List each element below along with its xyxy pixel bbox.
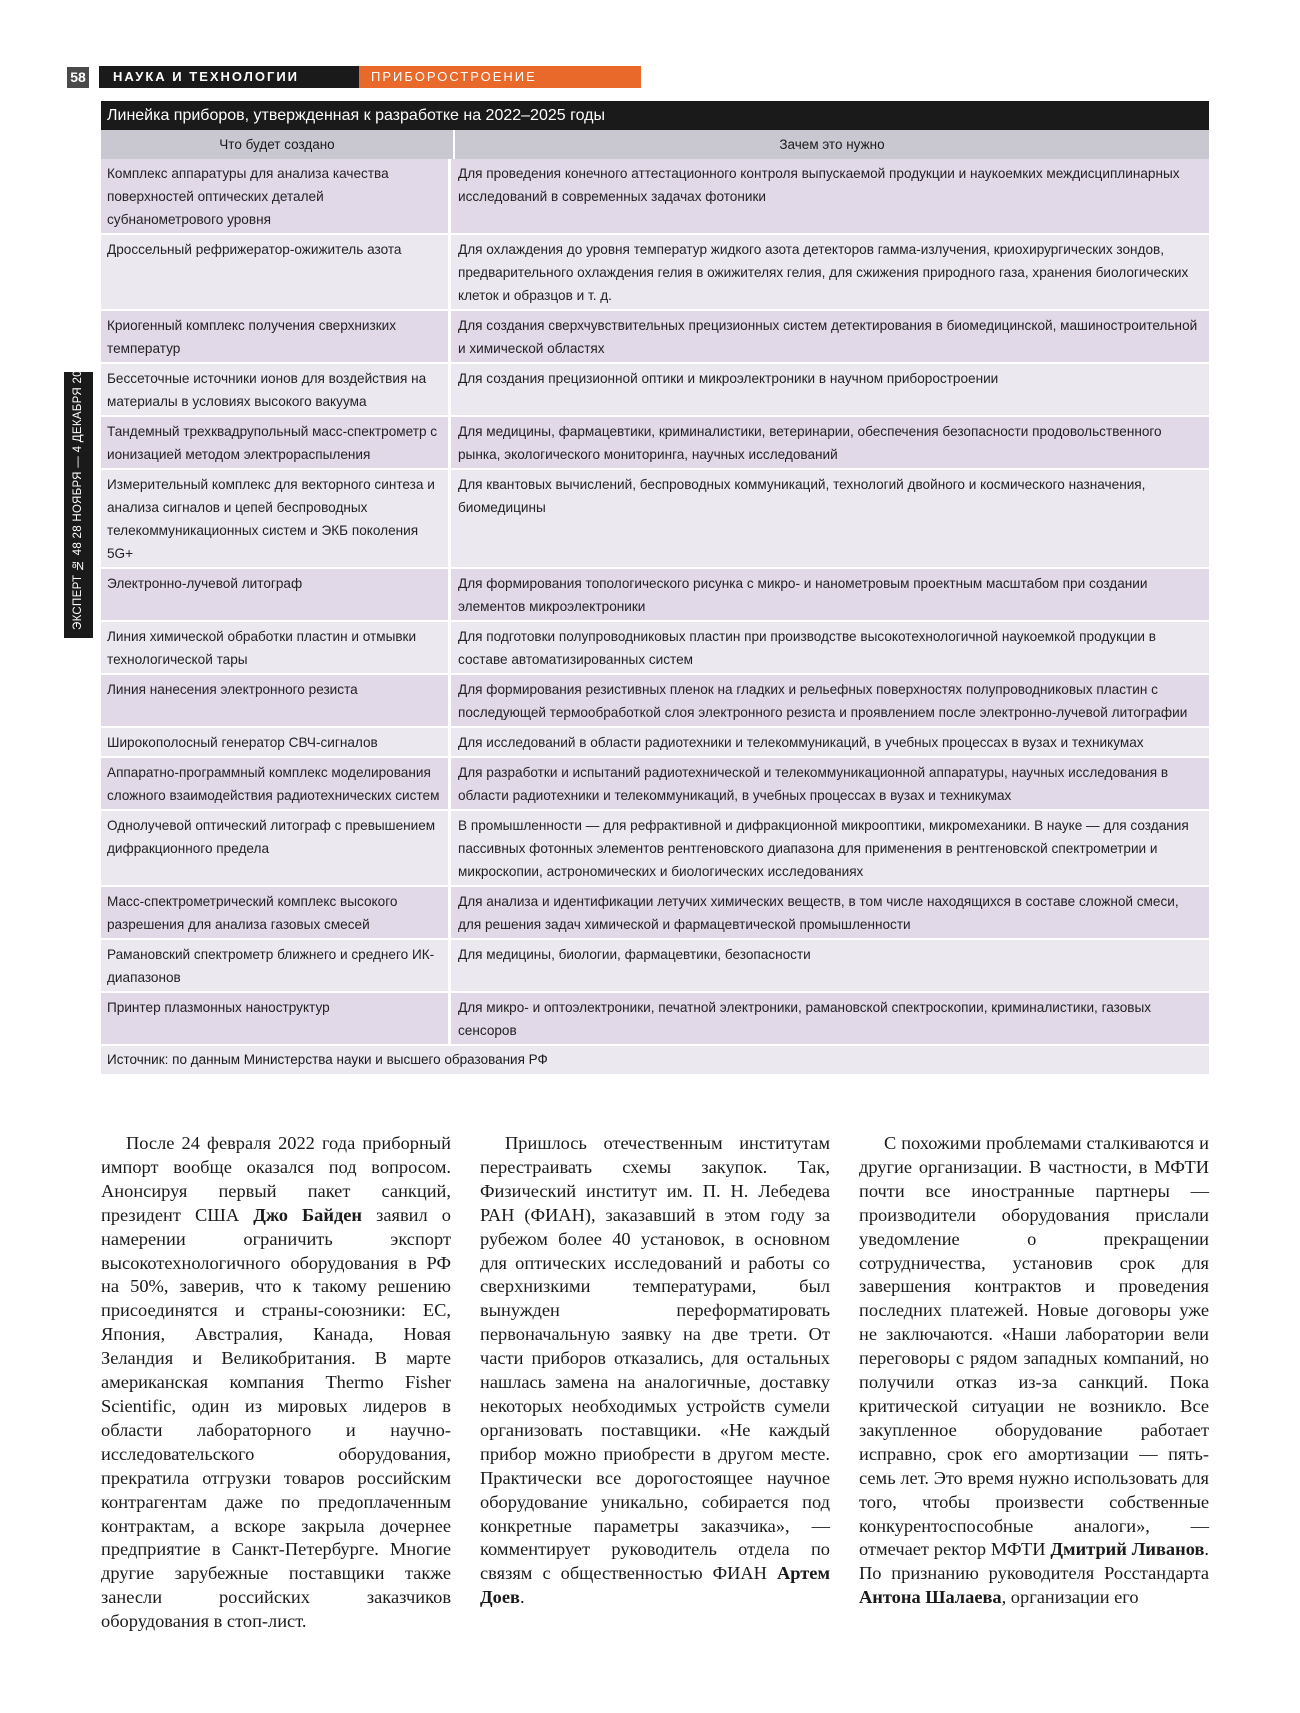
- rubric-title: ПРИБОРОСТРОЕНИЕ: [359, 66, 641, 88]
- table-row: [101, 809, 1209, 885]
- cell-why: Для микро- и оптоэлектроники, печатной электроники, рамановской спектроскопии, криминалистики, газовых сенсоров: [458, 1000, 1152, 1038]
- instruments-table: [101, 101, 1209, 1074]
- text-run: Пришлось отечественным институтам перестраивать схемы закупок. Так, Физический институт им. П. Н. Лебедева РАН (ФИАН), заказавший в этом году за рубежом более 40 установок, в основном для оптических исследований и работы со сверхнизкими температурами, был вынужден переформатировать первоначальную заявку на две трети. От части приборов отказались, для остальных нашлась замена на аналогичные, доставку некоторых необходимых устройств сумели организовать поставщики. «Не каждый прибор можно приобрести в другом месте. Практически все дорогостоящее научное оборудование уникально, собирается под конкретные параметры заказчика», — комментирует руководитель отдела по связям с общественностью ФИАН: [480, 1133, 830, 1584]
- cell-why: Для исследований в области радиотехники и телекоммуникаций, в учебных процессах в вузах и техникумах: [458, 735, 1144, 750]
- table-row: [101, 673, 1209, 726]
- table-row: [101, 468, 1209, 567]
- person-name: Джо Байден: [253, 1204, 363, 1225]
- article-body: [101, 1132, 1209, 1692]
- issue-label: ЭКСПЕРТ № 48 28 НОЯБРЯ — 4 ДЕКАБРЯ 2022: [64, 372, 93, 638]
- article-column-3: [859, 1132, 1209, 1692]
- cell-what: Комплекс аппаратуры для анализа качества поверхностей оптических деталей субнанометрового уровня: [101, 159, 451, 233]
- section-title: НАУКА И ТЕХНОЛОГИИ: [99, 66, 359, 88]
- cell-what: Масс-спектрометрический комплекс высокого разрешения для анализа газовых смесей: [101, 887, 451, 938]
- article-column-1: [101, 1132, 451, 1692]
- person-name: Дмитрий Ливанов: [1050, 1539, 1205, 1560]
- cell-what: Линия химической обработки пластин и отмывки технологической тары: [101, 622, 451, 673]
- cell-why: Для формирования резистивных пленок на гладких и рельефных поверхностях полупроводниковых пластин с последующей термообработкой слоя электронного резиста и проявлением после электронно-лучевой литографии: [458, 682, 1188, 720]
- cell-what: Электронно-лучевой литограф: [101, 569, 451, 620]
- cell-why: Для подготовки полупроводниковых пластин при производстве высокотехнологичной наукоемкой продукции в составе автоматизированных систем: [458, 629, 1157, 667]
- cell-what: Тандемный трехквадрупольный масс-спектрометр с ионизацией методом электрораспыления: [101, 417, 451, 468]
- table-row: [101, 756, 1209, 809]
- cell-what: Однолучевой оптический литограф с превышением дифракционного предела: [101, 811, 451, 885]
- cell-what: Рамановский спектрометр ближнего и среднего ИК-диапазонов: [101, 940, 451, 991]
- cell-what: Аппаратно-программный комплекс моделирования сложного взаимодействия радиотехнических систем: [101, 758, 451, 809]
- article-paragraph: [859, 1132, 1209, 1610]
- text-run: , организации его: [1001, 1587, 1139, 1608]
- cell-why: Для создания сверхчувствительных прецизионных систем детектирования в биомедицинской, машиностроительной и химической областях: [458, 318, 1198, 356]
- table-body: [101, 159, 1209, 1044]
- table-row: [101, 415, 1209, 468]
- person-name: Артем Доев: [480, 1563, 830, 1608]
- cell-why: Для проведения конечного аттестационного контроля выпускаемой продукции и наукоемких междисциплинарных исследований в современных задачах фотоники: [458, 166, 1180, 204]
- table-source: Источник: по данным Министерства науки и высшего образования РФ: [101, 1044, 1209, 1074]
- cell-what: Принтер плазмонных наноструктур: [101, 993, 451, 1044]
- table-row: [101, 309, 1209, 362]
- cell-why: Для создания прецизионной оптики и микроэлектроники в научном приборостроении: [458, 371, 999, 386]
- table-row: [101, 938, 1209, 991]
- table-row: [101, 991, 1209, 1044]
- article-paragraph: [101, 1132, 451, 1634]
- person-name: Антона Шалаева: [859, 1587, 1002, 1608]
- table-row: [101, 159, 1209, 233]
- cell-why: Для охлаждения до уровня температур жидкого азота детекторов гамма-излучения, криохирургических зондов, предварительного охлаждения гелия в ожижителях гелия, для сжижения природного газа, хранения биологических клеток и образцов и т. д.: [458, 242, 1189, 303]
- cell-what: Криогенный комплекс получения сверхнизких температур: [101, 311, 451, 362]
- table-row: [101, 233, 1209, 309]
- table-row: [101, 885, 1209, 938]
- page-number: 58: [67, 67, 89, 88]
- cell-what: Линия нанесения электронного резиста: [101, 675, 451, 726]
- cell-why: Для медицины, фармацевтики, криминалистики, ветеринарии, обеспечения безопасности продовольственного рынка, экологического мониторинга, научных исследований: [458, 424, 1162, 462]
- table-row: [101, 362, 1209, 415]
- cell-what: Дроссельный рефрижератор-ожижитель азота: [101, 235, 451, 309]
- table-row: [101, 567, 1209, 620]
- text-run: С похожими проблемами сталкиваются и другие организации. В частности, в МФТИ почти все иностранные партнеры — производители оборудования прислали уведомление о прекращении сотрудничества, установив срок для завершения контрактов и проведения последних платежей. Новые договоры уже не заключаются. «Наши лаборатории вели переговоры с рядом западных компаний, но получили отказ из-за санкций. Пока критической ситуации не возникло. Все закупленное оборудование работает исправно, срок его амортизации — пять-семь лет. Это время нужно использовать для того, чтобы произвести собственные конкурентоспособные аналоги», — отмечает ректор МФТИ: [859, 1133, 1209, 1560]
- text-run: заявил о намерении ограничить экспорт высокотехнологичного оборудования в РФ на 50%, заверив, что к такому решению присоединятся и страны-союзники: ЕС, Япония, Австралия, Канада, Новая Зеландия и Великобритания. В марте американская компания Thermo Fisher Scientific, один из мировых лидеров в области лабораторного и научно-исследовательского оборудования, прекратила отгрузки товаров российским контрагентам даже по предоплаченным контрактам, а вскоре закрыла дочернее предприятие в Санкт-Петербурге. Многие другие зарубежные поставщики также занесли российских заказчиков оборудования в стоп-лист.: [101, 1204, 451, 1632]
- cell-why: В промышленности — для рефрактивной и дифракционной микрооптики, микромеханики. В науке — для создания пассивных фотонных элементов рентгеновского диапазона для применения в рентгеновской спектрометрии и микроскопии, астрономических и биологических исследованиях: [458, 818, 1189, 879]
- cell-why: Для разработки и испытаний радиотехнической и телекоммуникационной аппаратуры, научных исследования в области радиотехники и телекоммуникаций, в учебных процессах в вузах и техникумах: [458, 765, 1169, 803]
- article-paragraph: [480, 1132, 830, 1610]
- table-row: [101, 726, 1209, 756]
- column-header-why: Зачем это нужно: [779, 137, 885, 152]
- text-run: После 24 февраля 2022 года приборный импорт вообще оказался под вопросом. Анонсируя первый пакет санкций, президент США: [101, 1133, 451, 1225]
- article-column-2: [480, 1132, 830, 1692]
- cell-what: Широкополосный генератор СВЧ-сигналов: [101, 728, 451, 756]
- cell-why: Для квантовых вычислений, беспроводных коммуникаций, технологий двойного и космического назначения, биомедицины: [458, 477, 1146, 515]
- text-run: .: [519, 1587, 525, 1608]
- cell-why: Для медицины, биологии, фармацевтики, безопасности: [458, 947, 811, 962]
- table-row: [101, 620, 1209, 673]
- column-header-what: Что будет создано: [101, 130, 455, 159]
- table-title: Линейка приборов, утвержденная к разработке на 2022–2025 годы: [101, 101, 1209, 130]
- cell-what: Бессеточные источники ионов для воздействия на материалы в условиях высокого вакуума: [101, 364, 451, 415]
- cell-why: Для формирования топологического рисунка с микро- и нанометровым проектным масштабом при создании элементов микроэлектроники: [458, 576, 1148, 614]
- table-header-row: [101, 130, 1209, 159]
- cell-why: Для анализа и идентификации летучих химических веществ, в том числе находящихся в составе сложной смеси, для решения задач химической и фармацевтической промышленности: [458, 894, 1179, 932]
- cell-what: Измерительный комплекс для векторного синтеза и анализа сигналов и цепей беспроводных телекоммуникационных систем и ЭКБ поколения 5G+: [101, 470, 451, 567]
- text-run: . По признанию руководителя Росстандарта: [859, 1539, 1210, 1584]
